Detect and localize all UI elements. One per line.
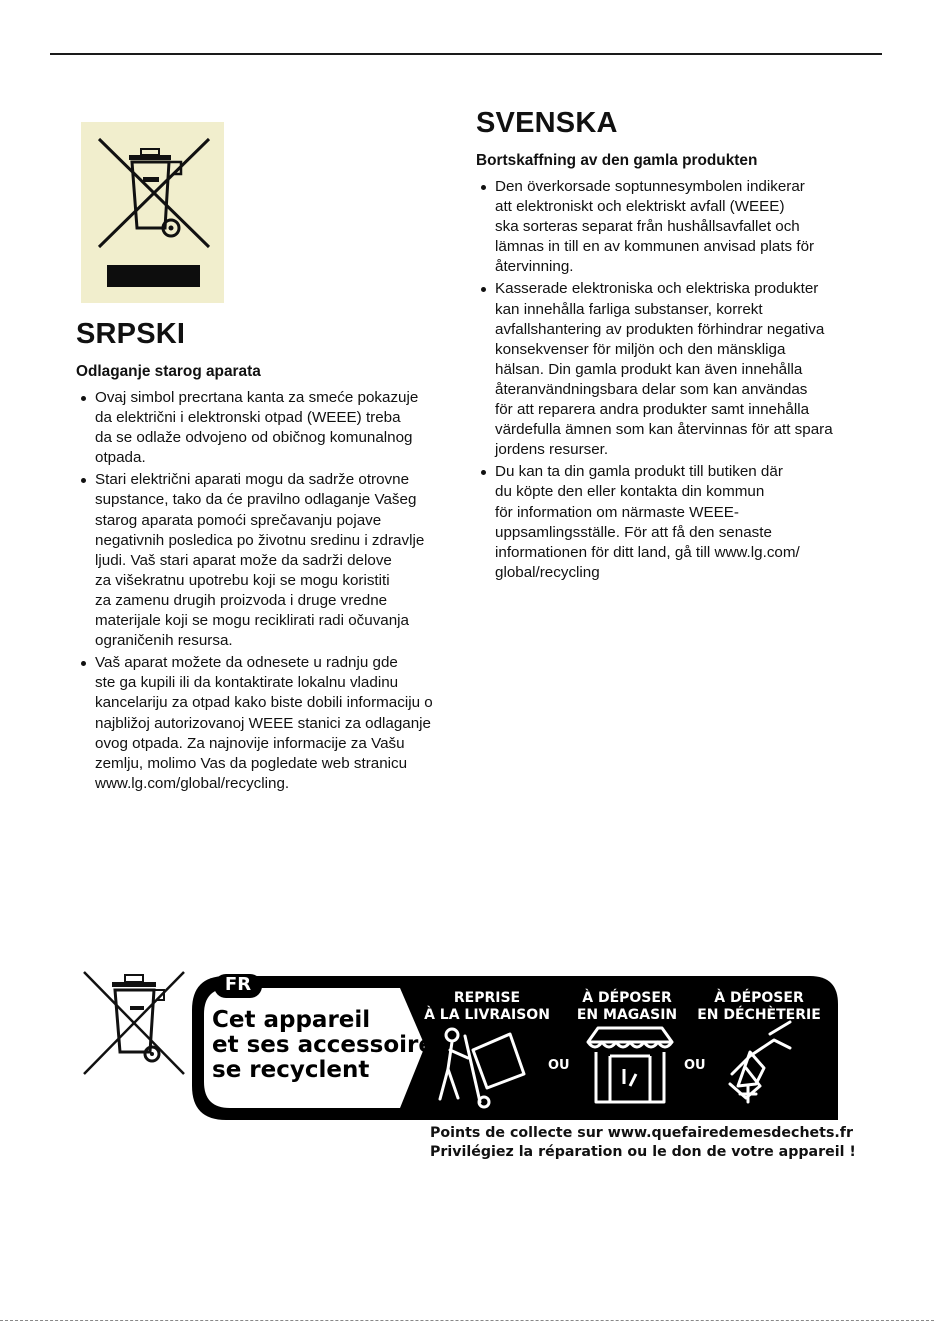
list-item: Ovaj simbol precrtana kanta za smeće pokazuje da električni i elektronski otpad (WEEE) treba da se odlaže odvojeno od običnog komunalnog otpada.: [76, 388, 456, 468]
fr-footer: [430, 1124, 856, 1162]
option-deposer-magasin: À DÉPOSER EN MAGASIN: [576, 990, 678, 1023]
list-item: Vaš aparat možete da odnesete u radnju gde ste ga kupili ili da kontaktirate lokalnu vladinu kancelariju za otpad kako biste dobili informaciju o najbližoj autorizovanoj WEEE stanici za odlaganje ovog otpada. Za najnovije informacije za Vašu zemlju, molimo Vas da pogledate web stranicu www.lg.com/global/recycling.: [76, 653, 456, 794]
option-deposer-decheterie: À DÉPOSER EN DÉCHÈTERIE: [697, 990, 821, 1023]
section-srpski: [76, 316, 456, 796]
separator-ou: OU: [548, 1058, 570, 1073]
list-item: Stari električni aparati mogu da sadrže otrovne supstance, tako da će pravilno odlaganje Vašeg starog aparata pomoći sprečavanju pojave negativnih posledica po životnu sredinu i zdravlje ljudi. Vaš stari aparat može da sadrži delove za višekratnu upotrebu koji se mogu koristiti za zamenu drugih proizvoda i druge vredne materijale koji se mogu reciklirati radi očuvanja ograničenih resursa.: [76, 470, 456, 651]
fr-badge: FR: [224, 974, 252, 995]
weee-symbol-box: [81, 122, 224, 303]
fr-message: Cet appareil et ses accessoires se recyclent: [212, 1007, 448, 1083]
list-item: Den överkorsade soptunnesymbolen indikerar att elektroniskt och elektriskt avfall (WEEE) ska sorteras separat från hushållsavfallet och lämnas in till en av kommunen anvisad plats för återvinning.: [476, 177, 866, 277]
header-rule: [50, 53, 882, 55]
section-subtitle: Bortskaffning av den gamla produkten: [476, 152, 758, 169]
bullet-list: [76, 388, 456, 794]
bullet-list: [476, 177, 866, 583]
crossed-out-wheelie-bin-icon: [81, 122, 224, 303]
repair-donation-text: Privilégiez la réparation ou le don de votre appareil !: [430, 1144, 856, 1160]
list-item: Kasserade elektroniska och elektriska produkter kan innehålla farliga substanser, korrekt avfallshantering av produkten förhindrar negativa konsekvenser för miljön och den mänskliga hälsan. Din gamla produkt kan även innehålla återanvändningsbara delar som kan användas för att reparera andra produkter samt innehålla värdefulla ämnen som kan återvinnas för att spara jordens resurser.: [476, 279, 866, 460]
section-subtitle: Odlaganje starog aparata: [76, 363, 261, 380]
section-svenska: [476, 105, 866, 585]
collection-points-text: Points de collecte sur www.quefairedemesdechets.fr: [430, 1125, 853, 1141]
list-item: Du kan ta din gamla produkt till butiken där du köpte den eller kontakta din kommun för information om närmaste WEEE- uppsamlingsställe. För att få den senaste informationen för ditt land, gå till www.lg.com/ global/recycling: [476, 462, 866, 583]
section-title: SVENSKA: [476, 107, 618, 139]
separator-ou: OU: [684, 1058, 706, 1073]
option-reprise-livraison: REPRISE À LA LIVRAISON: [424, 990, 550, 1023]
crossed-out-wheelie-bin-icon: [80, 968, 188, 1078]
page-bottom-rule: [0, 1320, 934, 1321]
section-title: SRPSKI: [76, 318, 186, 350]
